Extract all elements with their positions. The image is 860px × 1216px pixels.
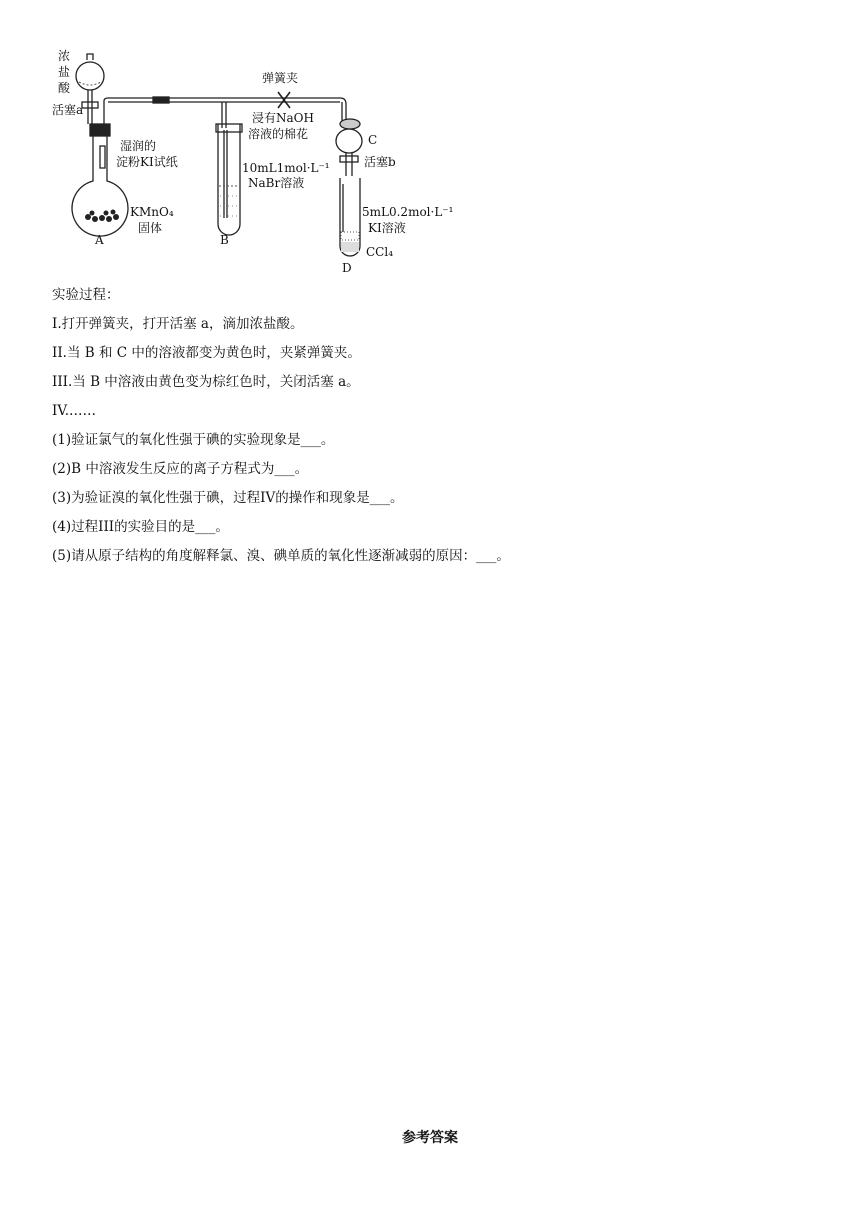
question-4: (4)过程III的实验目的是___。 — [52, 519, 229, 535]
flask-stopper — [90, 124, 110, 136]
stopcock-a — [82, 102, 98, 108]
step-2: II.当 B 和 C 中的溶液都变为黄色时，夹紧弹簧夹。 — [52, 345, 361, 361]
question-5: (5)请从原子结构的角度解释氯、溴、碘单质的氧化性逐渐减弱的原因：___。 — [52, 548, 510, 564]
step-3: III.当 B 中溶液由黄色变为棕红色时，关闭活塞 a。 — [52, 374, 360, 390]
question-2: (2)B 中溶液发生反应的离子方程式为___。 — [52, 461, 309, 477]
process-title: 实验过程： — [52, 287, 120, 303]
label-cotton-2: 溶液的棉花 — [248, 127, 309, 141]
funnel-c — [336, 129, 362, 153]
label-b: B — [220, 233, 229, 247]
label-kmno4-1: KMnO₄ — [130, 205, 174, 219]
label-ki-sol-2: KI溶液 — [368, 221, 406, 235]
stopcock-b — [340, 156, 358, 162]
label-spring-clip: 弹簧夹 — [262, 71, 299, 85]
label-nabr-2: NaBr溶液 — [248, 176, 305, 190]
label-conc-3: 酸 — [58, 81, 71, 95]
tube-b-stopper — [216, 124, 242, 132]
label-ccl4: CCl₄ — [366, 245, 394, 259]
hcl-funnel — [87, 54, 93, 60]
test-tube-b — [218, 124, 240, 235]
hcl-funnel-bulb — [76, 62, 104, 90]
hcl-funnel-stem — [88, 90, 92, 124]
kmno4-solid — [85, 210, 119, 223]
label-cotton-1: 浸有NaOH — [252, 111, 314, 125]
question-3: (3)为验证溴的氧化性强于碘，过程IV的操作和现象是___。 — [52, 490, 404, 506]
question-1: (1)验证氯气的氧化性强于碘的实验现象是___。 — [52, 432, 335, 448]
label-a: A — [95, 233, 104, 247]
step-4: IV.…… — [52, 403, 97, 419]
label-ki-paper-1: 湿润的 — [120, 139, 157, 153]
answer-heading: 参考答案 — [402, 1130, 458, 1146]
naoh-cotton — [340, 119, 360, 129]
spring-clip-mark — [278, 92, 290, 108]
ki-paper — [100, 146, 105, 168]
label-conc-1: 浓 — [58, 49, 71, 63]
label-c: C — [368, 133, 378, 147]
label-ki-sol-1: 5mL0.2mol·L⁻¹ — [362, 205, 454, 219]
label-stopcock-b: 活塞b — [364, 155, 396, 169]
apparatus-diagram — [50, 46, 460, 278]
rubber-connector — [153, 97, 169, 103]
label-d: D — [342, 261, 352, 275]
label-conc-2: 盐 — [58, 65, 71, 79]
label-kmno4-2: 固体 — [138, 221, 163, 235]
label-nabr-1: 10mL1mol·L⁻¹ — [242, 161, 330, 175]
label-ki-paper-2: 淀粉KI试纸 — [116, 155, 178, 169]
step-1: I.打开弹簧夹，打开活塞 a，滴加浓盐酸。 — [52, 316, 304, 332]
label-stopcock-a: 活塞a — [52, 103, 84, 117]
